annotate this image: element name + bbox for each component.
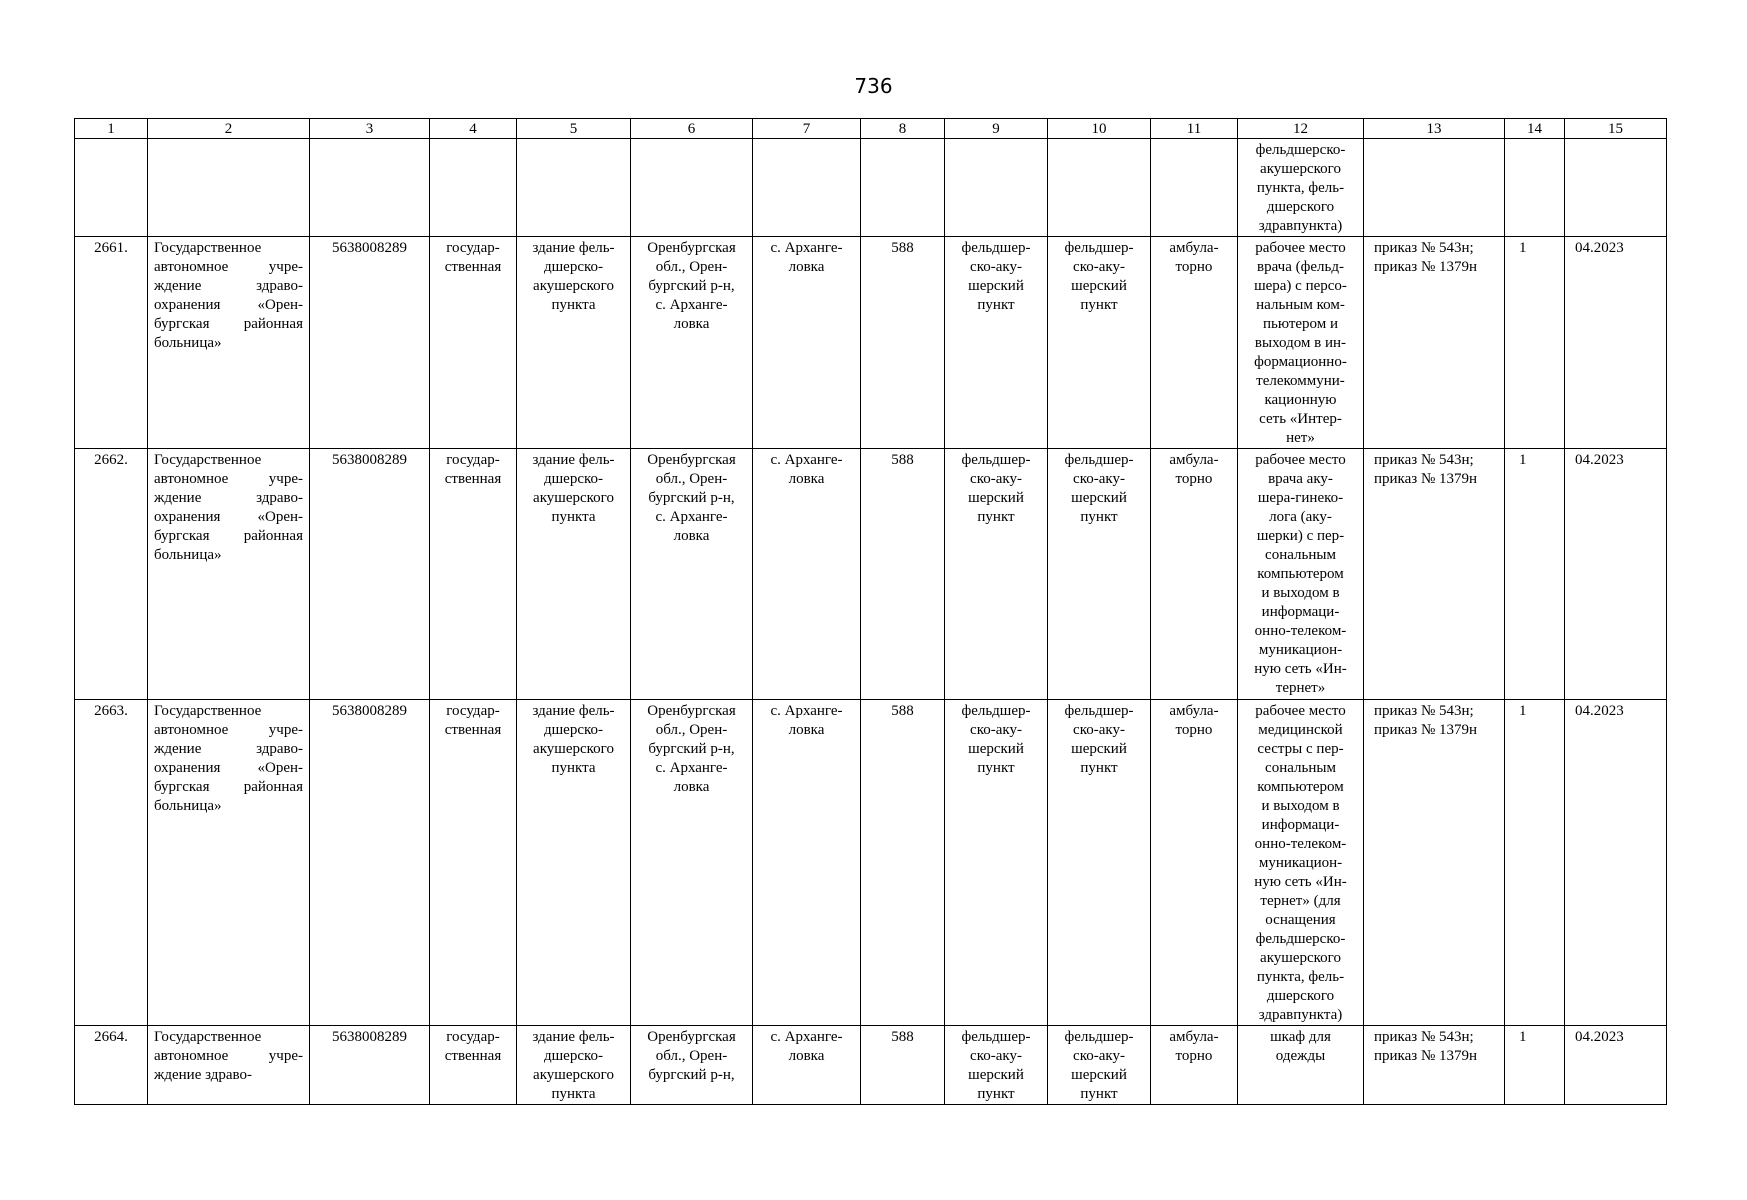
inn-cell: 5638008289 [310,237,430,449]
quantity-cell: 1 [1505,1026,1565,1105]
table-row [75,1026,1667,1105]
unit-name-cell: фельдшер- ско-аку- шерский пункт [1048,700,1151,1026]
unit-type-cell: фельдшер- ско-аку- шерский пункт [945,1026,1048,1105]
order-cell: приказ № 543н; приказ № 1379н [1364,237,1505,449]
column-number-cell: 3 [310,119,430,139]
code-cell: 588 [861,237,945,449]
order-cell: приказ № 543н; приказ № 1379н [1364,1026,1505,1105]
equipment-cell: рабочее место врача аку- шера-гинеко- лога (аку- шерки) с пер- сональным компьютером и выходом в информаци- онно-телеком- муникацион- ную сеть «Ин- тернет» [1238,449,1364,700]
quantity-cell: 1 [1505,700,1565,1026]
table-row [75,449,1667,700]
column-number-cell: 9 [945,119,1048,139]
organization-cell: Государственное автономное учре-ждение здраво-охранения «Орен-бургская районная больница» [148,700,310,1026]
building-cell: здание фель- дшерско- акушерского пункта [517,1026,631,1105]
organization-cell: Государственное автономное учре-ждение здраво-охранения «Орен-бургская районная больница» [148,449,310,700]
building-cell: здание фель- дшерско- акушерского пункта [517,700,631,1026]
order-cell: приказ № 543н; приказ № 1379н [1364,700,1505,1026]
care-type-cell: амбула- торно [1151,449,1238,700]
building-cell: здание фель- дшерско- акушерского пункта [517,449,631,700]
ownership-cell: государ- ственная [430,449,517,700]
ownership-cell: государ- ственная [430,237,517,449]
settlement-cell: с. Арханге- ловка [753,1026,861,1105]
order-cell: приказ № 543н; приказ № 1379н [1364,449,1505,700]
care-type-cell: амбула- торно [1151,237,1238,449]
date-cell: 04.2023 [1565,700,1667,1026]
column-number-cell: 13 [1364,119,1505,139]
unit-type-cell: фельдшер- ско-аку- шерский пункт [945,700,1048,1026]
equipment-cell: рабочее место врача (фельд- шера) с персо- нальным ком- пьютером и выходом в ин- формационно- телекоммуни- кационную сеть «Интер- нет» [1238,237,1364,449]
unit-name-cell: фельдшер- ско-аку- шерский пункт [1048,449,1151,700]
address-cell: Оренбургская обл., Орен- бургский р-н, с. Арханге- ловка [631,237,753,449]
column-number-cell: 15 [1565,119,1667,139]
table-row [75,700,1667,1026]
equipment-cell: шкаф для одежды [1238,1026,1364,1105]
care-type-cell: амбула- торно [1151,700,1238,1026]
date-cell: 04.2023 [1565,449,1667,700]
building-cell: здание фель- дшерско- акушерского пункта [517,237,631,449]
care-type-cell: амбула- торно [1151,1026,1238,1105]
date-cell: 04.2023 [1565,1026,1667,1105]
column-number-cell: 8 [861,119,945,139]
unit-type-cell: фельдшер- ско-аку- шерский пункт [945,449,1048,700]
inn-cell: 5638008289 [310,449,430,700]
ownership-cell: государ- ственная [430,1026,517,1105]
equipment-cell: фельдшерско- акушерского пункта, фель- дшерского здравпункта) [1238,139,1364,237]
code-cell: 588 [861,700,945,1026]
column-number-cell: 11 [1151,119,1238,139]
row-number: 2663. [75,700,148,1026]
organization-cell: Государственное автономное учре-ждение здраво- [148,1026,310,1105]
settlement-cell: с. Арханге- ловка [753,449,861,700]
column-number-cell: 4 [430,119,517,139]
row-number: 2662. [75,449,148,700]
row-number: 2664. [75,1026,148,1105]
column-number-cell: 5 [517,119,631,139]
column-number-cell: 10 [1048,119,1151,139]
column-number-cell: 12 [1238,119,1364,139]
registry-table [74,118,1667,1105]
settlement-cell: с. Арханге- ловка [753,237,861,449]
quantity-cell: 1 [1505,449,1565,700]
page-number: 736 [854,74,893,98]
date-cell: 04.2023 [1565,237,1667,449]
code-cell: 588 [861,449,945,700]
unit-type-cell: фельдшер- ско-аку- шерский пункт [945,237,1048,449]
code-cell: 588 [861,1026,945,1105]
unit-name-cell: фельдшер- ско-аку- шерский пункт [1048,1026,1151,1105]
unit-name-cell: фельдшер- ско-аку- шерский пункт [1048,237,1151,449]
quantity-cell: 1 [1505,237,1565,449]
organization-cell: Государственное автономное учре-ждение здраво-охранения «Орен-бургская районная больница» [148,237,310,449]
settlement-cell: с. Арханге- ловка [753,700,861,1026]
table-row [75,237,1667,449]
ownership-cell: государ- ственная [430,700,517,1026]
inn-cell: 5638008289 [310,700,430,1026]
equipment-cell: рабочее место медицинской сестры с пер- сональным компьютером и выходом в информаци- онно-телеком- муникацион- ную сеть «Ин- тернет» (для оснащения фельдшерско- акушерского пункта, фель- дшерского здравпункта) [1238,700,1364,1026]
column-number-cell: 2 [148,119,310,139]
address-cell: Оренбургская обл., Орен- бургский р-н, с. Арханге- ловка [631,449,753,700]
column-number-cell: 14 [1505,119,1565,139]
column-number-cell: 6 [631,119,753,139]
continuation-row [75,139,1667,237]
address-cell: Оренбургская обл., Орен- бургский р-н, с. Арханге- ловка [631,700,753,1026]
column-number-cell: 7 [753,119,861,139]
column-number-cell: 1 [75,119,148,139]
row-number: 2661. [75,237,148,449]
column-number-row [75,119,1667,139]
inn-cell: 5638008289 [310,1026,430,1105]
address-cell: Оренбургская обл., Орен- бургский р-н, [631,1026,753,1105]
